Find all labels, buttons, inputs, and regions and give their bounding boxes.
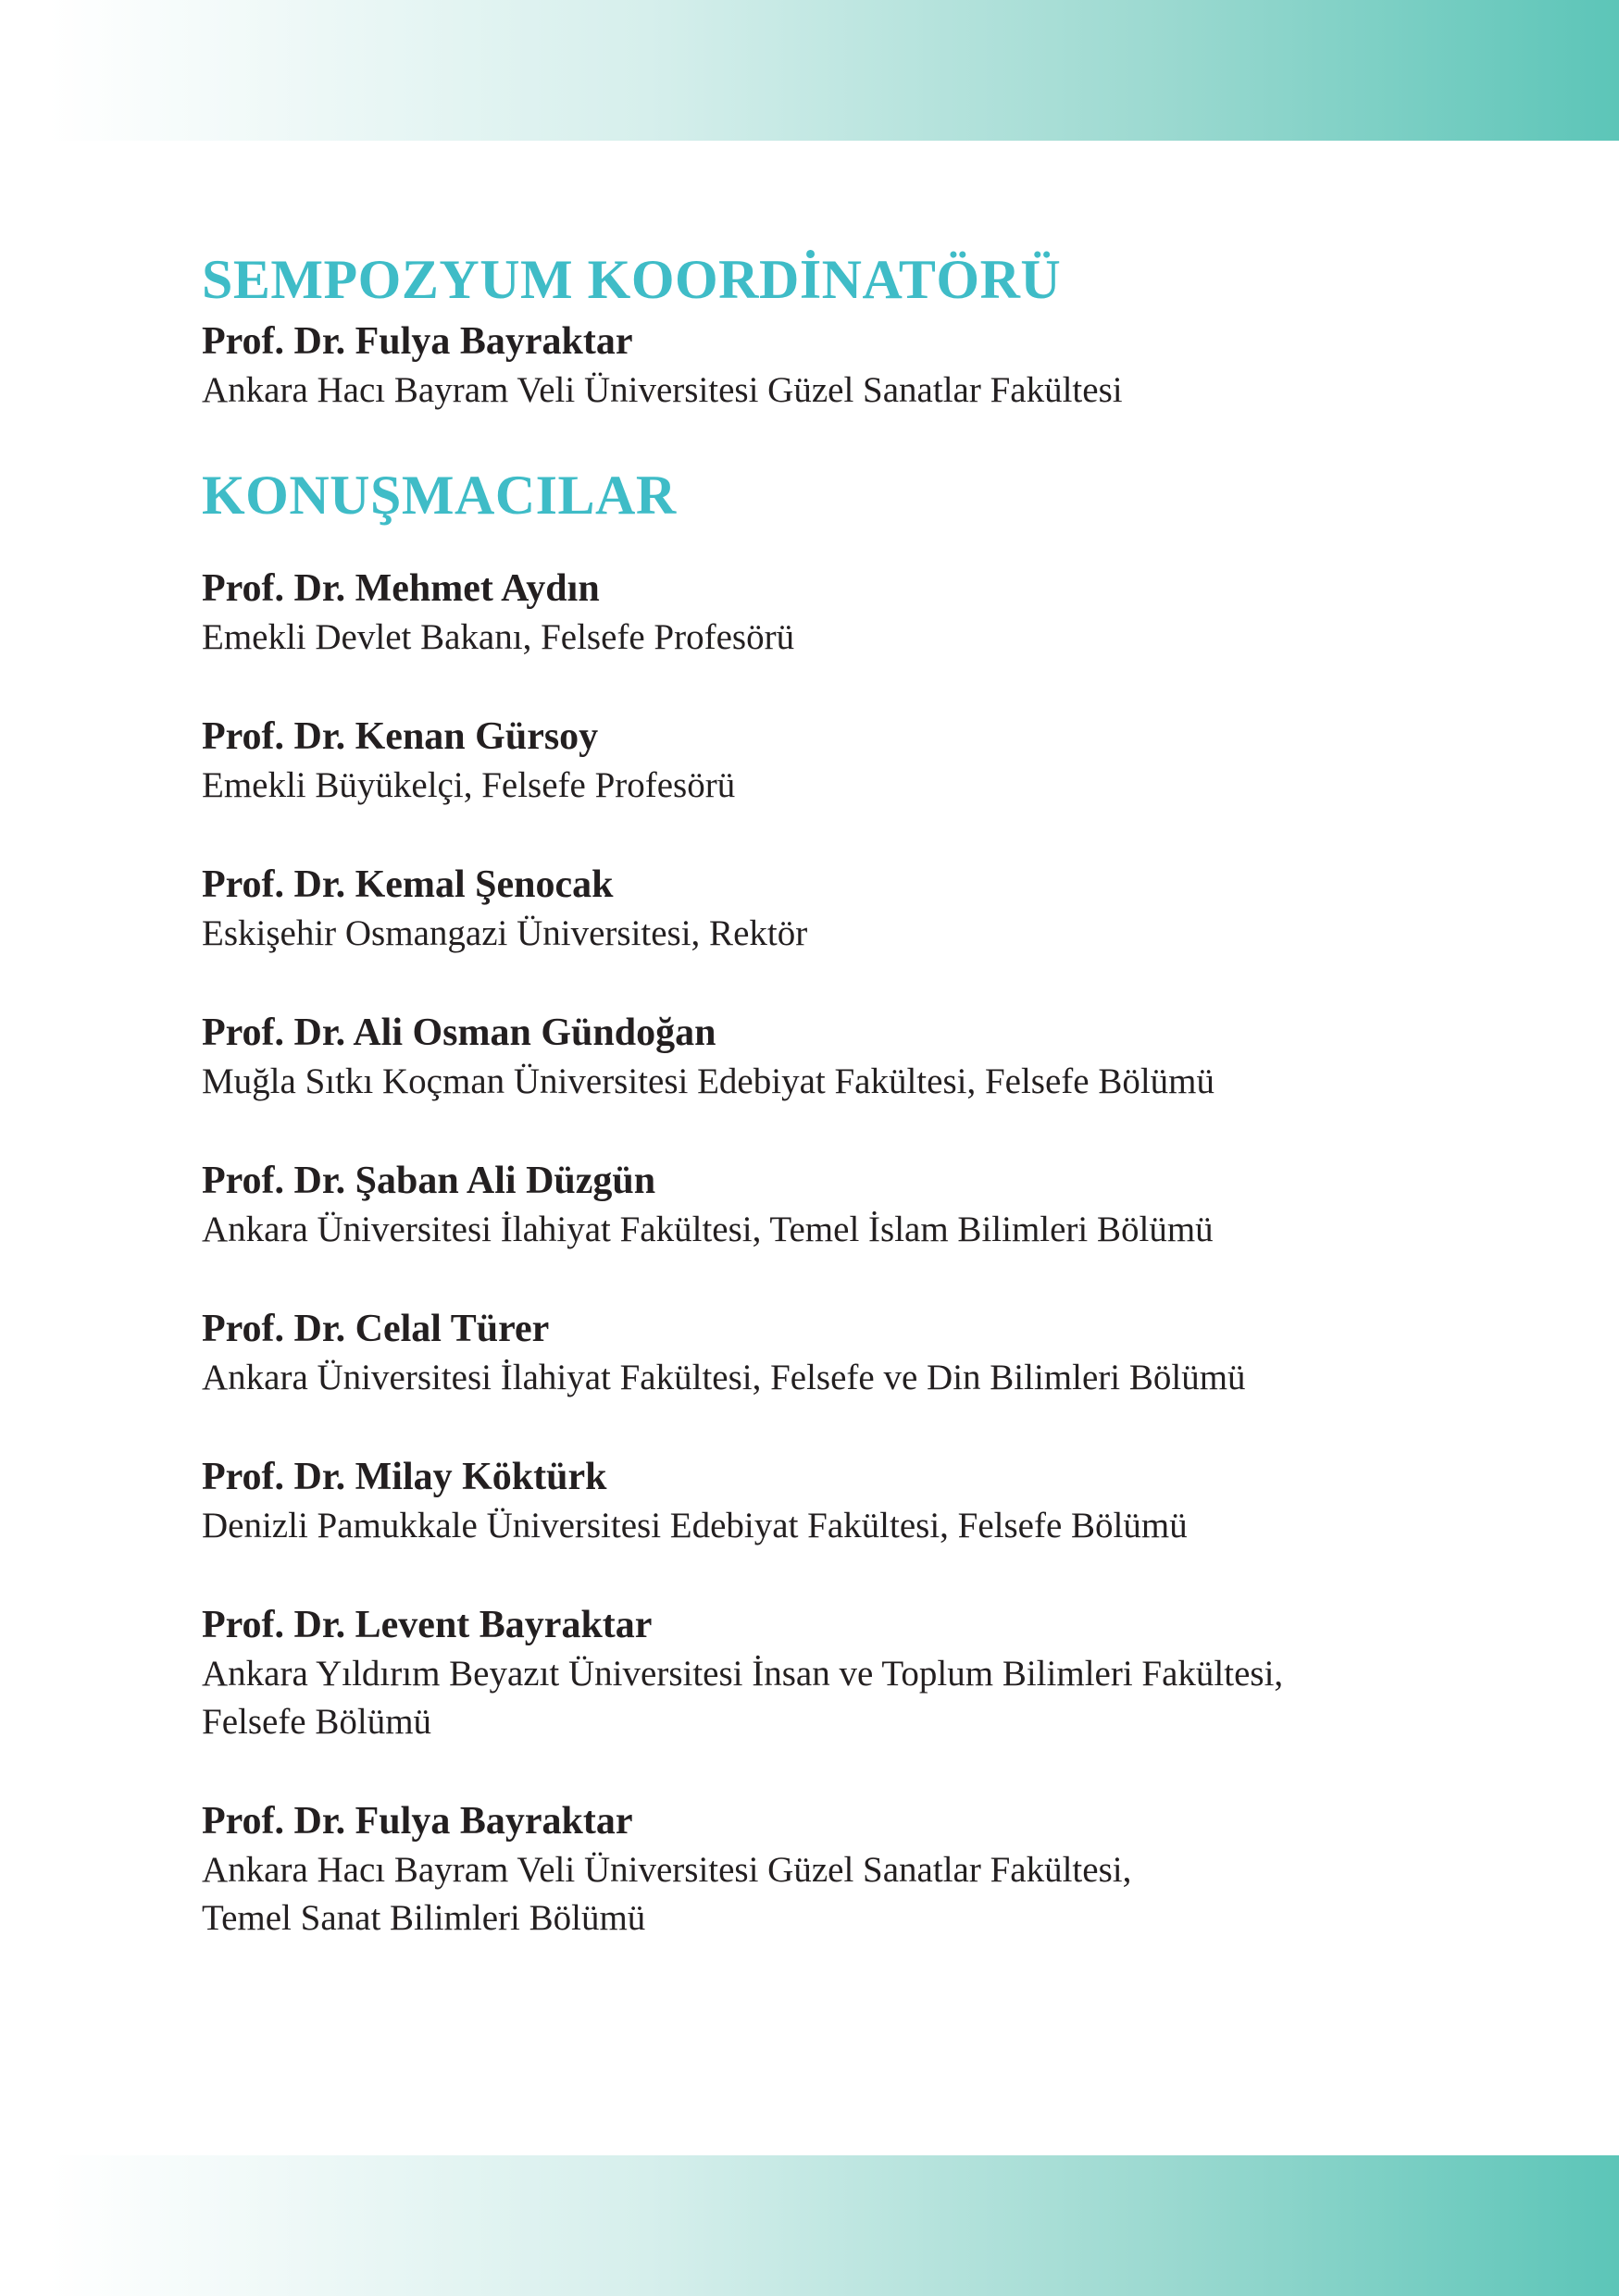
coordinator-heading: SEMPOZYUM KOORDİNATÖRÜ bbox=[202, 249, 1062, 310]
speaker-entry bbox=[202, 1156, 1498, 1254]
speaker-entry bbox=[202, 1304, 1498, 1402]
speaker-entry bbox=[202, 860, 1498, 958]
speaker-affiliation-line: Ankara Hacı Bayram Veli Üniversitesi Güzel Sanatlar Fakültesi, bbox=[202, 1850, 1132, 1890]
speaker-name: Prof. Dr. Mehmet Aydın bbox=[202, 567, 600, 610]
speaker-affiliation-line: Emekli Büyükelçi, Felsefe Profesörü bbox=[202, 765, 736, 805]
speaker-affiliation-line: Temel Sanat Bilimleri Bölümü bbox=[202, 1898, 646, 1938]
speaker-entry bbox=[202, 1600, 1498, 1746]
page-content bbox=[202, 242, 1498, 1942]
speaker-entry bbox=[202, 1452, 1498, 1550]
speaker-entry bbox=[202, 712, 1498, 810]
bottom-gradient-band bbox=[0, 2155, 1619, 2296]
speaker-entry bbox=[202, 1008, 1498, 1106]
speaker-affiliation-line: Emekli Devlet Bakanı, Felsefe Profesörü bbox=[202, 617, 795, 657]
speaker-entry bbox=[202, 564, 1498, 662]
speaker-name: Prof. Dr. Ali Osman Gündoğan bbox=[202, 1011, 716, 1054]
speaker-name: Prof. Dr. Şaban Ali Düzgün bbox=[202, 1160, 656, 1202]
speaker-affiliation-line: Denizli Pamukkale Üniversitesi Edebiyat Fakültesi, Felsefe Bölümü bbox=[202, 1506, 1188, 1545]
speaker-list bbox=[202, 564, 1498, 1942]
speaker-name: Prof. Dr. Milay Köktürk bbox=[202, 1456, 607, 1498]
speaker-affiliation-line: Muğla Sıtkı Koçman Üniversitesi Edebiyat Fakültesi, Felsefe Bölümü bbox=[202, 1061, 1215, 1101]
speaker-affiliation-line: Ankara Yıldırım Beyazıt Üniversitesi İnsan ve Toplum Bilimleri Fakültesi, bbox=[202, 1654, 1284, 1694]
speaker-name: Prof. Dr. Levent Bayraktar bbox=[202, 1604, 653, 1646]
speaker-affiliation-line: Felsefe Bölümü bbox=[202, 1702, 432, 1742]
speaker-name: Prof. Dr. Kemal Şenocak bbox=[202, 863, 614, 906]
speaker-name: Prof. Dr. Kenan Gürsoy bbox=[202, 715, 599, 758]
speaker-affiliation-line: Ankara Üniversitesi İlahiyat Fakültesi, Temel İslam Bilimleri Bölümü bbox=[202, 1210, 1214, 1249]
speakers-heading: KONUŞMACILAR bbox=[202, 465, 677, 526]
speaker-affiliation-line: Eskişehir Osmangazi Üniversitesi, Rektör bbox=[202, 913, 808, 953]
speaker-name: Prof. Dr. Fulya Bayraktar bbox=[202, 1800, 633, 1843]
coordinator-entry bbox=[202, 316, 1498, 415]
top-gradient-band bbox=[0, 0, 1619, 141]
speaker-entry bbox=[202, 1796, 1498, 1942]
speaker-affiliation-line: Ankara Üniversitesi İlahiyat Fakültesi, Felsefe ve Din Bilimleri Bölümü bbox=[202, 1358, 1246, 1397]
coordinator-affiliation: Ankara Hacı Bayram Veli Üniversitesi Güzel Sanatlar Fakültesi bbox=[202, 370, 1123, 410]
speaker-name: Prof. Dr. Celal Türer bbox=[202, 1308, 550, 1350]
coordinator-name: Prof. Dr. Fulya Bayraktar bbox=[202, 320, 633, 363]
